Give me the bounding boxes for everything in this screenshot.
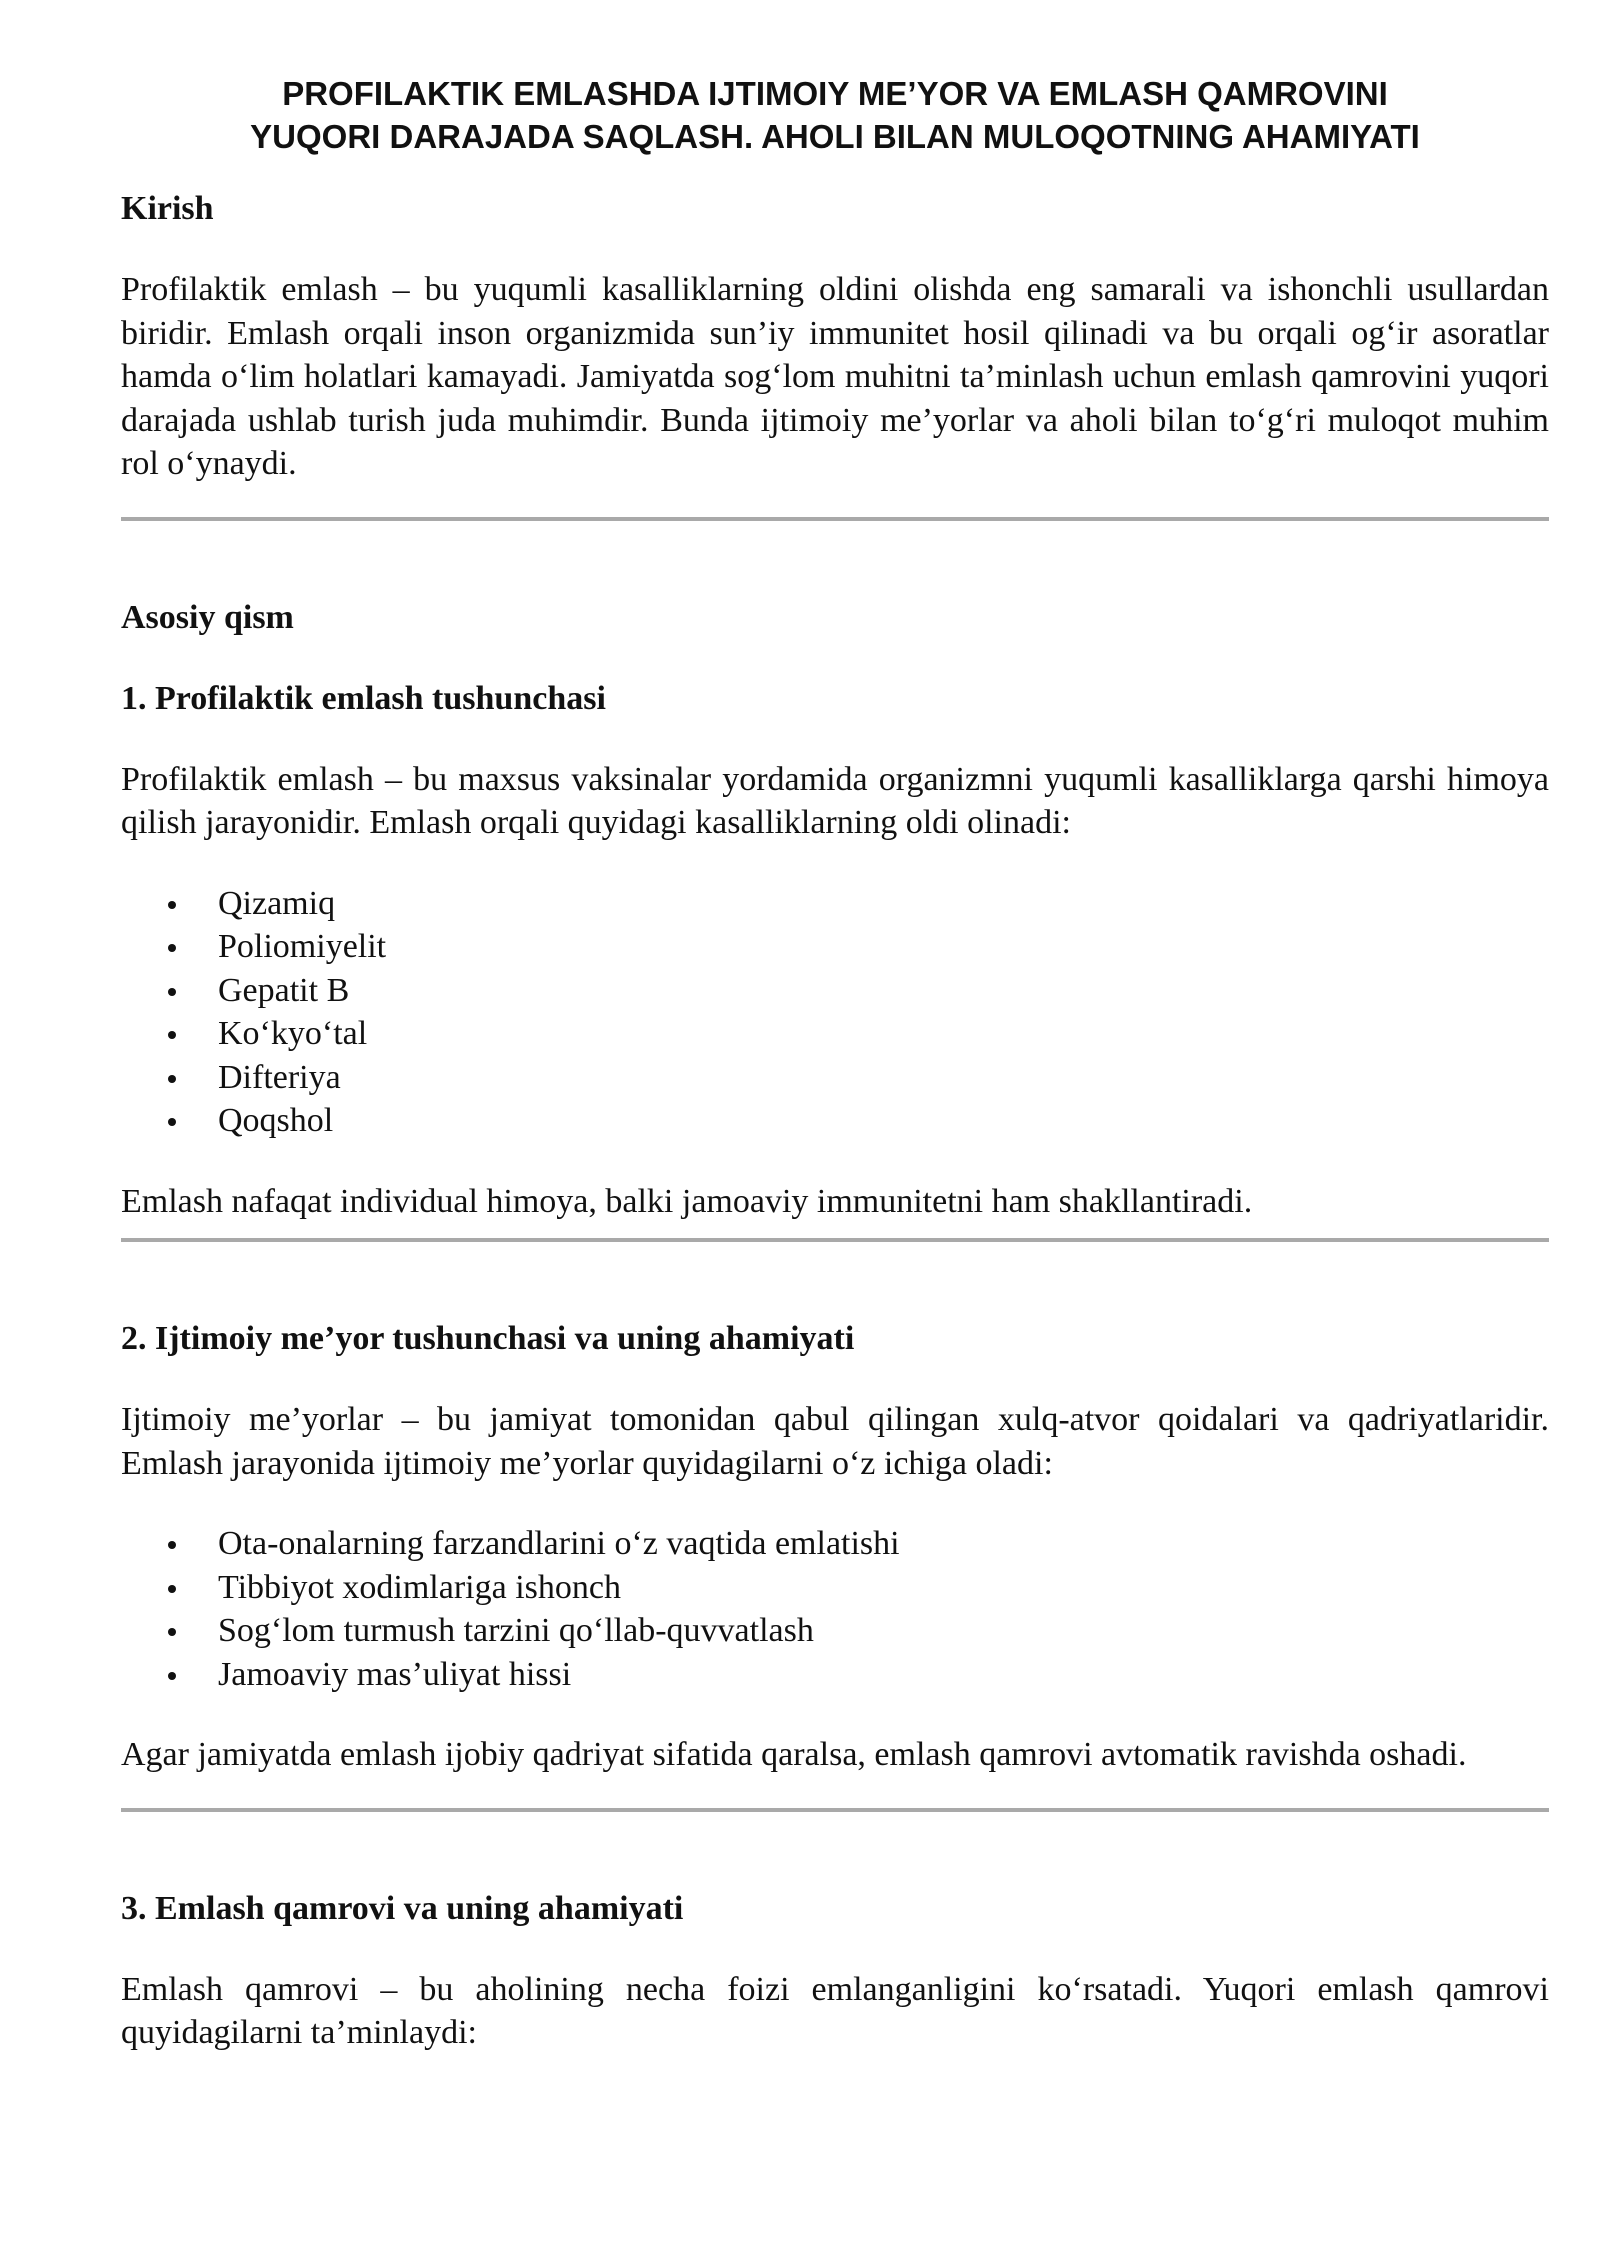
intro-paragraph: Profilaktik emlash – bu yuqumli kasalliklarning oldini olishda eng samarali va ishonchli usullardan biridir. Emlash orqali inson organizmida sun’iy immunitet hosil qilinadi va bu orqali og‘ir asoratlar hamda o‘lim holatlari kamayadi. Jamiyatda sog‘lom muhitni ta’minlash uchun emlash qamrovini yuqori darajada ushlab turish juda muhimdir. Bunda ijtimoiy me’yorlar va aholi bilan to‘g‘ri muloqot muhim rol o‘ynaydi. — [121, 271, 1549, 482]
bullet-icon — [168, 1585, 176, 1593]
bullet-icon — [168, 988, 176, 996]
disease-list — [121, 882, 1549, 1143]
list-item-text: Sog‘lom turmush tarzini qo‘llab-quvvatlash — [218, 1612, 814, 1649]
bullet-icon — [168, 1031, 176, 1039]
list-item-text: Difteriya — [218, 1058, 341, 1096]
section-divider — [121, 517, 1549, 521]
list-item — [121, 1566, 1549, 1610]
section-1-closing: Emlash nafaqat individual himoya, balki jamoaviy immunitetni ham shakllantiradi. — [121, 1182, 1253, 1220]
list-item — [121, 969, 1549, 1013]
bullet-icon — [168, 1672, 176, 1680]
section-2-heading: 2. Ijtimoiy me’yor tushunchasi va uning ahamiyati — [121, 1320, 855, 1357]
document-title-line-1: PROFILAKTIK EMLASHDA IJTIMOIY ME’YOR VA EMLASH QAMROVINI — [282, 75, 1388, 112]
list-item — [121, 1056, 1549, 1100]
section-divider — [121, 1238, 1549, 1242]
section-divider — [121, 1808, 1549, 1812]
list-item-text: Qizamiq — [218, 884, 336, 922]
bullet-icon — [168, 1118, 176, 1126]
list-item — [121, 1099, 1549, 1143]
list-item-text: Ko‘kyo‘tal — [218, 1015, 368, 1052]
list-item-text: Poliomiyelit — [218, 928, 387, 965]
bullet-icon — [168, 944, 176, 952]
document-title — [121, 72, 1549, 158]
list-item — [121, 1522, 1549, 1566]
list-item-text: Tibbiyot xodimlariga ishonch — [218, 1568, 621, 1606]
section-1-paragraph: Profilaktik emlash – bu maxsus vaksinalar yordamida organizmni yuqumli kasalliklarga qarshi himoya qilish jarayonidir. Emlash orqali quyidagi kasalliklarning oldi olinadi: — [121, 760, 1549, 841]
document-page — [121, 72, 1549, 2055]
section-2-closing: Agar jamiyatda emlash ijobiy qadriyat sifatida qaralsa, emlash qamrovi avtomatik ravishda oshadi. — [121, 1736, 1467, 1773]
main-part-heading: Asosiy qism — [121, 598, 294, 636]
section-3-heading: 3. Emlash qamrovi va uning ahamiyati — [121, 1889, 684, 1927]
list-item — [121, 925, 1549, 969]
list-item-text: Jamoaviy mas’uliyat hissi — [218, 1655, 572, 1693]
section-1-heading: 1. Profilaktik emlash tushunchasi — [121, 679, 606, 717]
document-title-line-2: YUQORI DARAJADA SAQLASH. AHOLI BILAN MULOQOTNING AHAMIYATI — [250, 118, 1420, 155]
intro-heading: Kirish — [121, 190, 214, 227]
list-item — [121, 1653, 1549, 1697]
section-3-paragraph: Emlash qamrovi – bu aholining necha foizi emlanganligini ko‘rsatadi. Yuqori emlash qamrovi quyidagilarni ta’minlaydi: — [121, 1970, 1549, 2051]
section-2-paragraph: Ijtimoiy me’yorlar – bu jamiyat tomonidan qabul qilingan xulq-atvor qoidalari va qadriyatlaridir. Emlash jarayonida ijtimoiy me’yorlar quyidagilarni o‘z ichiga oladi: — [121, 1401, 1549, 1482]
bullet-icon — [168, 1628, 176, 1636]
list-item — [121, 882, 1549, 926]
list-item-text: Ota-onalarning farzandlarini o‘z vaqtida emlatishi — [218, 1525, 900, 1562]
list-item — [121, 1609, 1549, 1653]
bullet-icon — [168, 1541, 176, 1549]
list-item-text: Gepatit B — [218, 971, 350, 1009]
norms-list — [121, 1522, 1549, 1696]
bullet-icon — [168, 1075, 176, 1083]
list-item — [121, 1012, 1549, 1056]
list-item-text: Qoqshol — [218, 1102, 334, 1139]
bullet-icon — [168, 901, 176, 909]
